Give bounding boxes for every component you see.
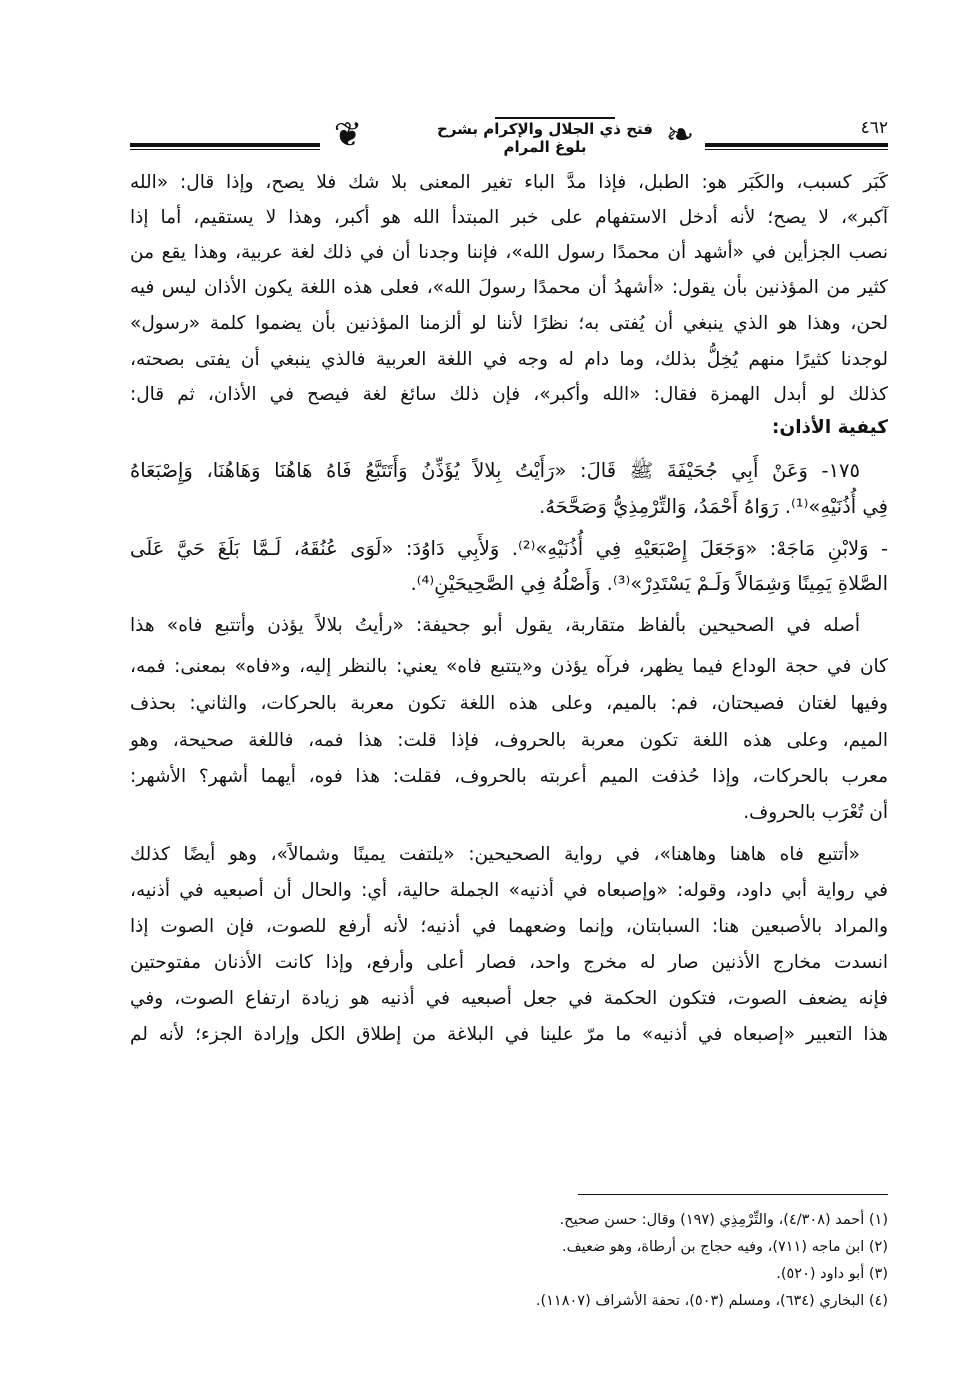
text-line: نصب الجزأين في «أشهد أن محمدًا رسول الله»، فإننا وجدنا أن في ذلك لغة عربية، وهذا يقع من — [130, 242, 888, 263]
text-line: والمراد بالأصبعين هنا: السبابتان، وإنما وضعهما في أذنيه؛ لأنه أرفع للصوت، فإن الصوت إذا — [130, 916, 888, 937]
text-line: لحن، وهذا هو الذي ينبغي أن يُفتى به؛ نظرًا لأننا لو ألزمنا المؤذنين بأن يضموا كلمة «رسول» — [130, 313, 888, 334]
text-line: كذلك لو أبدل الهمزة فقال: «الله وأكبر»، فإن ذلك سائغ لغة فيصح في الأذان، ثم قال: — [130, 384, 888, 405]
section-heading: كيفية الأذان: — [772, 417, 888, 438]
footnote: (٣) أبو داود (٥٢٠). — [776, 1266, 888, 1282]
header-rule-left — [130, 143, 320, 150]
text-line: في رواية أبي داود، وقوله: «وإصبعاه في أذنيه» الجملة حالية، أي: والحال أن أصبعيه في أذنيه، — [130, 880, 888, 901]
text-line: هذا التعبير «إصبعاه في أذنيه» ما مرّ علينا في البلاغة من إطلاق الكل وإرادة الجزء؛ لأنه لم — [130, 1024, 888, 1045]
ornament-right-icon: ❧ — [665, 115, 695, 155]
book-title: فتح ذي الجلال والإكرام بشرح بلوغ المرام — [437, 120, 653, 156]
hadith-line: - وَلابْنِ مَاجَهْ: «وَجَعَلَ إِصْبَعَيْهِ فِي أُذُنَيْهِ»⁽²⁾. وَلأَبِي دَاوُدَ: «لَوَى عُنُقَهُ، لَـمَّا بَلَغَ حَيَّ عَلَى — [130, 537, 888, 560]
hadith-line: فِي أُذُنَيْهِ»⁽¹⁾. رَوَاهُ أَحْمَدُ، وَالتِّرْمِذِيُّ وَصَحَّحَهُ. — [539, 495, 888, 518]
text-line: كَبَر كسبب، والكَبَر هو: الطبل، فإذا مدَّ الباء تغير المعنى بلا شك فلا يصح، وإذا قال: «الله — [130, 172, 888, 193]
text-line: آكبر»، لا يصح؛ لأنه أدخل الاستفهام على خبر المبتدأ الله هو أكبر، وهذا لا يستقيم، أما إذا — [130, 207, 888, 228]
header-rule-right — [705, 143, 888, 150]
text-line: انسدت مخارج الأذنين صار له مخرج واحد، فصار أعلى وأرفع، وإذا كانت الأذنان مفتوحتين — [130, 952, 888, 973]
text-line: فإنه يضعف الصوت، فتكون الحكمة في جعل أصبعيه في أذنيه هو زيادة ارتفاع الصوت، وفي — [130, 988, 888, 1009]
text-line: «أتتبع فاه هاهنا وهاهنا»، في رواية الصحيحين: «يلتفت يمينًا وشمالاً»، وهو أيضًا كذلك — [130, 844, 860, 865]
text-line: كثير من المؤذنين بأن يقول: «أشهدُ أن محمدًا رسولَ الله»، فعلى هذه اللغة يكون الأذان ليس فيه — [130, 277, 888, 298]
text-line: لوجدنا كثيرًا منهم يُخِلُّ بذلك، وما دام له وجه في اللغة العربية فالذي ينبغي أن يفتى بصحته، — [130, 349, 888, 370]
text-line: كان في حجة الوداع فيما يظهر، فرآه يؤذن و«يتتبع فاه» يعني: بالنظر إليه، و«فاه» بمعنى: فمه، — [130, 656, 888, 677]
hadith-line: ١٧٥- وَعَنْ أَبِي جُحَيْفَةَ ﷺ قَالَ: «رَأَيْتُ بِلالاً يُؤَذِّنُ وَأَتَتَبَّعُ فَاهُ هَاهُنَا وَهَاهُنَا، وَإِصْبَعَاهُ — [130, 459, 860, 482]
text-line: وفيها لغتان فصيحتان، فم: بالميم، وعلى هذه اللغة تكون معربة بالحركات، والثاني: بحذف — [130, 693, 888, 714]
text-line: أن تُعْرَب بالحروف. — [743, 802, 888, 823]
ornament-left-icon: ❦ — [333, 115, 363, 155]
text-line: معرب بالحركات، وإذا حُذفت الميم أعربته بالحروف، فقلت: هذا فوه، أيهما أشهر؟ الأشهر: — [130, 766, 888, 787]
hadith-line: الصَّلاةِ يَمِينًا وَشِمَالاً وَلَـمْ يَسْتَدِرْ»⁽³⁾. وَأَصْلُهُ فِي الصَّحِيحَيْنِ⁽⁴⁾. — [410, 572, 888, 595]
footnote: (١) أحمد (٤/٣٠٨)، والتِّرْمِذِي (١٩٧) وقال: حسن صحيح. — [559, 1212, 888, 1228]
page-number: ٤٦٢ — [860, 118, 888, 138]
header-rule-top — [495, 117, 615, 119]
text-line: الميم، وعلى هذه اللغة تكون معربة بالحروف، فإذا قلت: هذا فمه، فاللغة صحيحة، وهو — [130, 730, 888, 751]
text-line: أصله في الصحيحين بألفاظ متقاربة، يقول أبو جحيفة: «رأيتُ بلالاً يؤذن وأتتبع فاه» هذا — [130, 615, 860, 636]
footnote-divider — [578, 1194, 888, 1195]
footnote: (٤) البخاري (٦٣٤)، ومسلم (٥٠٣)، تحفة الأشراف (١١٨٠٧). — [535, 1293, 888, 1309]
footnote: (٢) ابن ماجه (٧١١)، وفيه حجاج بن أرطاة، وهو ضعيف. — [562, 1239, 888, 1255]
